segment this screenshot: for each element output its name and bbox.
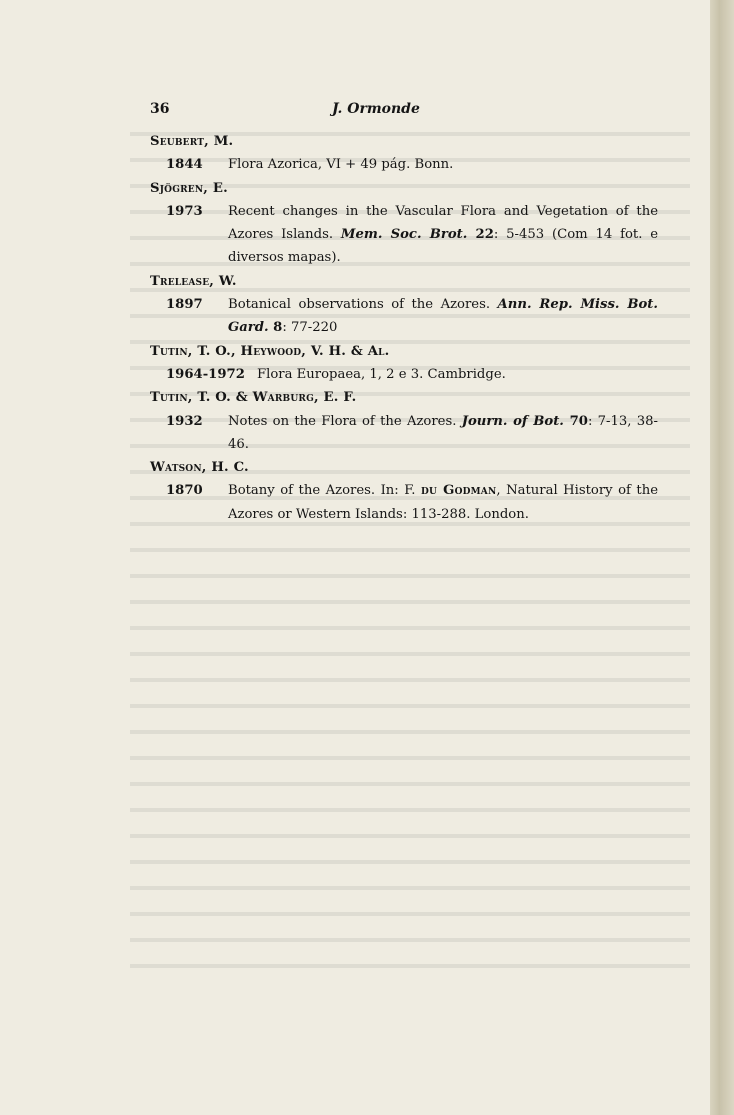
journal-volume: 22: [467, 227, 494, 243]
journal-volume: 70: [563, 413, 588, 429]
reference-title: Recent changes in the Vascular Flora and Vegetation of the Azores Islands.: [228, 203, 658, 243]
reference-text: [228, 200, 658, 270]
journal-name: Journ. of Bot.: [461, 413, 564, 429]
reference-year: 1844: [166, 157, 203, 173]
reference-entry: [166, 293, 658, 340]
page-number: 36: [150, 101, 170, 117]
reference-title: Notes on the Flora of the Azores.: [228, 413, 462, 429]
reference-tutin-warburg: [150, 386, 658, 456]
reference-year: 1870: [166, 483, 203, 499]
running-title: J. Ormonde: [332, 101, 420, 117]
reference-author: Tutin, T. O. & Warburg, E. F.: [150, 390, 357, 406]
reference-tutin-heywood: [150, 340, 658, 387]
reference-author: Trelease, W.: [150, 273, 237, 289]
reference-author: Sjögren, E.: [150, 180, 228, 196]
reference-author: Watson, H. C.: [150, 460, 249, 476]
journal-name: Ann. Rep. Miss. Bot. Gard.: [228, 297, 658, 336]
reference-author: Tutin, T. O., Heywood, V. H. & Al.: [150, 343, 390, 359]
reference-text: Flora Europaea, 1, 2 e 3. Cambridge.: [257, 366, 506, 382]
reference-year: 1964-1972: [166, 366, 245, 382]
reference-author: Seubert, M.: [150, 134, 234, 149]
journal-name: Mem. Soc. Brot.: [340, 227, 468, 243]
reference-text: [228, 293, 658, 340]
editor-name: du Godman: [420, 483, 497, 499]
reference-entry: [166, 200, 658, 270]
reference-text: [228, 479, 658, 526]
reference-pages: : 5-453 (Com 14 fot. e diversos mapas).: [228, 227, 658, 266]
journal-volume: 8: [268, 320, 283, 336]
reference-entry: [166, 410, 658, 457]
reference-entry: [166, 153, 658, 176]
reference-pages: : 77-220: [282, 320, 338, 336]
book-spine: [710, 0, 734, 1115]
reference-title: Botany of the Azores. In: F.: [228, 483, 421, 499]
reference-watson: [150, 456, 658, 526]
reference-text: [228, 410, 658, 457]
reference-year: 1932: [166, 413, 203, 429]
reference-year: 1973: [166, 203, 203, 219]
reference-seubert: [150, 130, 658, 177]
reference-title: Botanical observations of the Azores.: [228, 297, 498, 313]
reference-trelease: [150, 270, 658, 340]
reference-sjogren: [150, 177, 658, 270]
reference-entry: [166, 479, 658, 526]
reference-entry: [166, 363, 658, 386]
reference-pages: : 7-13, 38-46.: [228, 413, 658, 452]
bibliography: [150, 130, 658, 526]
reference-text: Flora Azorica, VI + 49 pág. Bonn.: [228, 157, 454, 173]
reference-year: 1897: [166, 297, 203, 313]
reference-source: , Natural History of the Azores or Western Islands: 113-288. London.: [228, 483, 659, 522]
